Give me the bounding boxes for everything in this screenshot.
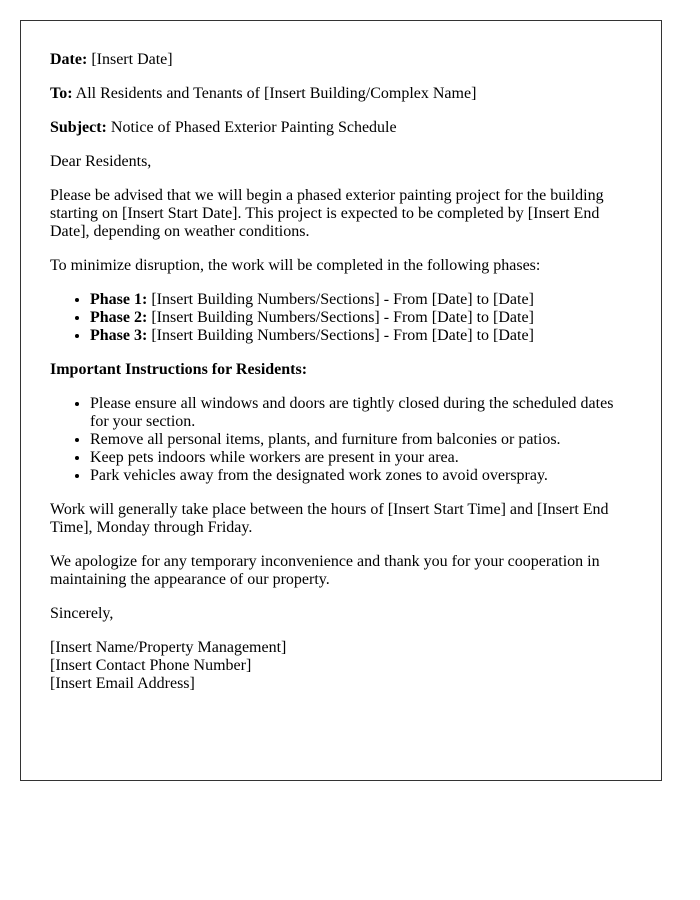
apology-paragraph: We apologize for any temporary inconvenience and thank you for your cooperation in maintaining the appearance of our property.	[50, 553, 600, 588]
instructions-heading	[50, 361, 635, 379]
to-value: All Residents and Tenants of [Insert Building/Complex Name]	[72, 85, 477, 102]
signature-block	[50, 639, 635, 693]
phase-item	[90, 309, 635, 327]
phase-text: [Insert Building Numbers/Sections] - From [Date] to [Date]	[147, 291, 534, 308]
hours-paragraph: Work will generally take place between the hours of [Insert Start Time] and [Insert End Time], Monday through Friday.	[50, 501, 609, 536]
phase-item	[90, 291, 635, 309]
phase-label: Phase 2:	[90, 309, 148, 326]
subject-value: Notice of Phased Exterior Painting Schedule	[106, 119, 397, 136]
to-line	[50, 85, 635, 103]
phases-list	[50, 291, 635, 345]
to-label: To:	[50, 85, 73, 102]
instructions-list	[50, 395, 635, 485]
instruction-item: • Park vehicles away from the designated work zones to avoid overspray.	[90, 467, 635, 485]
closing: Sincerely,	[50, 605, 114, 622]
date-line	[50, 51, 635, 69]
date-label: Date:	[50, 51, 88, 68]
subject-line	[50, 119, 635, 137]
letter-body	[50, 51, 635, 709]
subject-label: Subject:	[50, 119, 107, 136]
salutation: Dear Residents,	[50, 153, 152, 170]
intro-paragraph: Please be advised that we will begin a phased exterior painting project for the building starting on [Insert Start Date]. This project is expected to be completed by [Insert End Date], depending on weather conditions.	[50, 187, 604, 240]
signature-email: [Insert Email Address]	[50, 675, 195, 692]
phase-text: [Insert Building Numbers/Sections] - From [Date] to [Date]	[147, 309, 534, 326]
phase-label: Phase 1:	[90, 291, 148, 308]
phase-label: Phase 3:	[90, 327, 148, 344]
instructions-heading-text: Important Instructions for Residents:	[50, 361, 308, 378]
instruction-item: • Remove all personal items, plants, and furniture from balconies or patios.	[90, 431, 635, 449]
signature-phone: [Insert Contact Phone Number]	[50, 657, 252, 674]
letter-frame	[20, 20, 662, 781]
instruction-item: • Please ensure all windows and doors are tightly closed during the scheduled dates for your section.	[90, 395, 635, 431]
phase-item	[90, 327, 635, 345]
phase-text: [Insert Building Numbers/Sections] - From [Date] to [Date]	[147, 327, 534, 344]
instruction-item: • Keep pets indoors while workers are present in your area.	[90, 449, 635, 467]
phases-intro: To minimize disruption, the work will be completed in the following phases:	[50, 257, 541, 274]
date-value: [Insert Date]	[87, 51, 173, 68]
signature-name: [Insert Name/Property Management]	[50, 639, 287, 656]
